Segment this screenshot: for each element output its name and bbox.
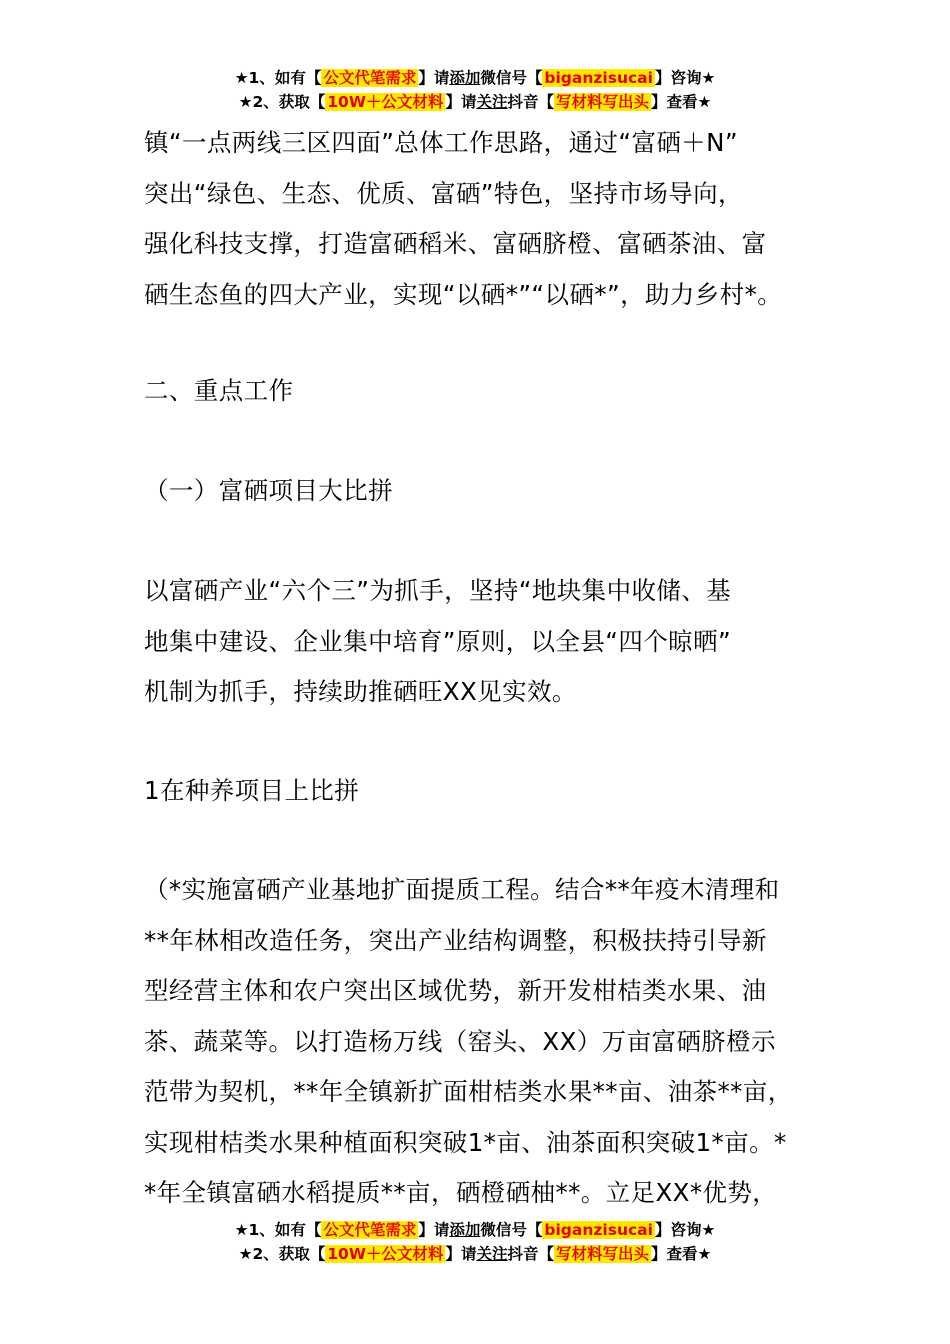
promo-line-2 (0, 90, 950, 114)
promo-text: ★1、如有【 (234, 1221, 322, 1239)
promo-underline: 关注 (476, 1245, 508, 1263)
text-line: 茶、蔬菜等。以打造杨万线（窑头、XX）万亩富硒脐橙示 (144, 1026, 776, 1056)
wechat-id-highlight: biganzisucai (544, 1221, 653, 1239)
promo-text: 】咨询★ (654, 1221, 716, 1239)
promo-highlight: 10W＋公文材料 (327, 1245, 444, 1263)
text-line: 地集中建设、企业集中培育”原则，以全县“四个晾晒” (144, 626, 732, 656)
douyin-id-highlight: 写材料写出头 (555, 1245, 649, 1263)
promo-text: ★2、获取【 (238, 93, 326, 111)
promo-text: 】查看★ (651, 1245, 712, 1263)
promo-highlight: 公文代笔需求 (323, 1221, 417, 1239)
text-line: *年全镇富硒水稻提质**亩，硒橙硒柚**。立足XX*优势， (144, 1178, 778, 1207)
promo-text: 】请 (418, 1221, 450, 1239)
promo-banner-top (0, 66, 950, 114)
promo-highlight: 公文代笔需求 (323, 69, 417, 87)
promo-line-2 (0, 1242, 950, 1266)
text-line: （*实施富硒产业基地扩面提质工程。结合**年疫木清理和 (144, 875, 780, 904)
text-line: 硒生态鱼的四大产业，实现“以硒*”“以硒*”，助力乡村*。 (144, 279, 783, 309)
promo-text: 】请 (418, 69, 450, 87)
text-line: 以富硒产业“六个三”为抓手，坚持“地块集中收储、基 (144, 576, 732, 605)
subsection-heading: （一）富硒项目大比拼 (144, 476, 393, 505)
promo-text: ★1、如有【 (234, 69, 322, 87)
promo-text: 微信号【 (480, 69, 543, 87)
promo-line-1 (0, 66, 950, 90)
promo-highlight: 10W＋公文材料 (327, 93, 444, 111)
text-line: 机制为抓手，持续助推硒旺XX见实效。 (144, 677, 577, 706)
text-line: 强化科技支撑，打造富硒稻米、富硒脐橙、富硒茶油、富 (144, 229, 767, 258)
promo-underline: 添加 (449, 69, 481, 87)
intro-paragraph (144, 118, 834, 320)
section-heading: 二、重点工作 (144, 376, 294, 405)
text-line: 范带为契机，**年全镇新扩面柑桔类水果**亩、油茶**亩， (144, 1077, 793, 1106)
wechat-id-highlight: biganzisucai (544, 69, 653, 87)
promo-text: 】请 (445, 1245, 477, 1263)
promo-text: 】请 (445, 93, 477, 111)
item-heading: 1在种养项目上比拼 (144, 776, 360, 805)
promo-text: 抖音【 (507, 93, 554, 111)
body-paragraph (144, 865, 834, 1219)
text-line: 实现柑桔类水果种植面积突破1*亩、油茶面积突破1*亩。* (144, 1127, 787, 1157)
douyin-id-highlight: 写材料写出头 (555, 93, 649, 111)
text-line: 突出“绿色、生态、优质、富硒”特色，坚持市场导向， (144, 178, 743, 208)
promo-text: 抖音【 (507, 1245, 554, 1263)
promo-banner-bottom (0, 1218, 950, 1266)
text-line: 型经营主体和农户突出区域优势，新开发柑桔类水果、油 (144, 976, 767, 1005)
text-line: **年林相改造任务，突出产业结构调整，积极扶持引导新 (144, 925, 767, 955)
promo-text: 微信号【 (480, 1221, 543, 1239)
promo-text: 】咨询★ (654, 69, 716, 87)
body-paragraph (144, 566, 834, 718)
promo-underline: 关注 (476, 93, 508, 111)
promo-line-1 (0, 1218, 950, 1242)
text-line: 镇“一点两线三区四面”总体工作思路，通过“富硒＋N” (144, 128, 738, 157)
promo-text: 】查看★ (651, 93, 712, 111)
promo-underline: 添加 (449, 1221, 481, 1239)
promo-text: ★2、获取【 (238, 1245, 326, 1263)
